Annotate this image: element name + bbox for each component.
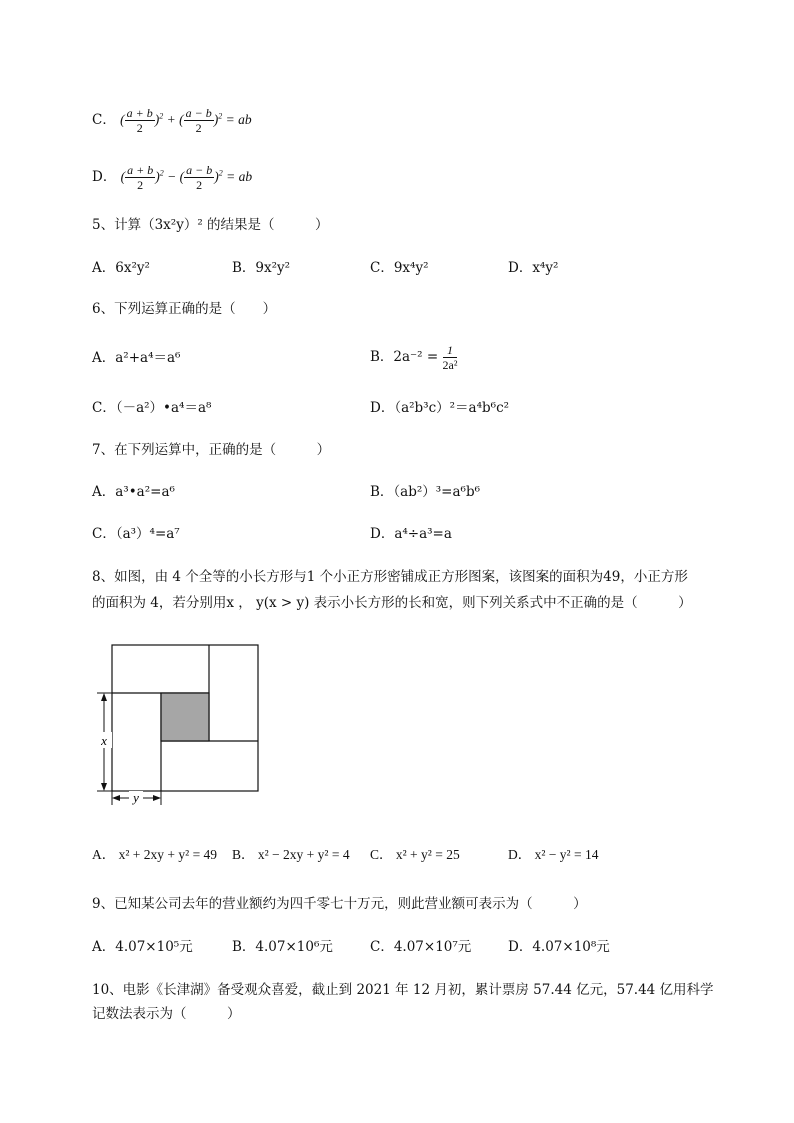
q7-option-d: D．a⁴÷a³=a bbox=[370, 526, 452, 542]
q7-option-c: C．（a³）⁴=a⁷ bbox=[92, 526, 180, 542]
question-5-stem: 5、计算（3x²y）² 的结果是（ ） bbox=[92, 217, 329, 233]
fraction-numerator: 1 bbox=[443, 343, 458, 358]
q7-option-b: B．（ab²）³=a⁶b⁶ bbox=[370, 484, 481, 500]
fraction-denominator: 2a² bbox=[442, 358, 458, 372]
q7-option-a: A．a³•a²=a⁶ bbox=[92, 484, 175, 500]
question-8-line-2: 的面积为 4，若分别用x ， y(x > y) 表示小长方形的长和宽，则下列关系式中不正确的是（ ） bbox=[92, 595, 692, 611]
question-6-stem: 6、下列运算正确的是（ ） bbox=[92, 301, 277, 317]
q6-option-c: C．（－a²）•a⁴＝a⁸ bbox=[92, 400, 212, 416]
q8-option-a: A． x² + 2xy + y² = 49 bbox=[92, 847, 218, 862]
small-shaded-square bbox=[161, 693, 209, 741]
q8-option-b: B． x² − 2xy + y² = 4 bbox=[232, 847, 350, 862]
arrow-head bbox=[101, 783, 107, 791]
option-label: D． bbox=[92, 169, 117, 185]
q8-option-c: C． x² + y² = 25 bbox=[370, 847, 460, 862]
y-label: y bbox=[133, 790, 139, 805]
question-8-line-1: 8、如图，由 4 个全等的小长方形与1 个小正方形密铺成正方形图案，该图案的面积为49，小正方形 bbox=[92, 569, 688, 585]
question-7-stem: 7、在下列运算中，正确的是（ ） bbox=[92, 442, 331, 458]
equation-rest: = ab bbox=[226, 169, 253, 184]
q9-option-c: C．4.07×10⁷元 bbox=[370, 939, 472, 955]
question-10-line-2: 记数法表示为（ ） bbox=[92, 1006, 241, 1022]
question-9-stem: 9、已知某公司去年的营业额约为四千零七十万元，则此营业额可表示为（ ） bbox=[92, 896, 587, 912]
q5-option-c: C．9x⁴y² bbox=[370, 260, 429, 276]
q5-option-b: B．9x²y² bbox=[232, 260, 291, 276]
arrow-head bbox=[101, 693, 107, 701]
q9-option-a: A．4.07×10⁵元 bbox=[92, 939, 193, 955]
q5-option-a: A．6x²y² bbox=[92, 260, 150, 276]
option-b-label: B．2a⁻² = bbox=[370, 349, 439, 365]
question-10-line-1: 10、电影《长津湖》备受观众喜爱，截止到 2021 年 12 月初，累计票房 57.44 亿元，57.44 亿用科学 bbox=[92, 982, 714, 998]
option-label: C． bbox=[92, 112, 116, 128]
arrow-head bbox=[112, 795, 120, 801]
q6-option-d: D．（a²b³c）²＝a⁴b⁶c² bbox=[370, 400, 510, 416]
equation-rest: = ab bbox=[225, 112, 252, 127]
q9-option-b: B．4.07×10⁶元 bbox=[232, 939, 333, 955]
q6-option-a: A．a²+a⁴＝a⁶ bbox=[92, 350, 181, 366]
option-c-q4: C． ( $\frac{a + b}{2}$ )$^2$ + ( $\frac{a - b}{2}$ )$^2$ = ab bbox=[92, 106, 252, 135]
option-d-q4: D． ( $\frac{a + b}{2}$ )$^2$ − ( $\frac{a - b}{2}$ )$^2$ = ab bbox=[92, 163, 253, 192]
q8-option-d: D． x² − y² = 14 bbox=[508, 847, 599, 862]
arrow-head bbox=[153, 795, 161, 801]
q5-option-d: D．x⁴y² bbox=[508, 260, 559, 276]
q6-option-b bbox=[370, 343, 457, 372]
square-pattern-figure bbox=[92, 640, 267, 810]
q9-option-d: D．4.07×10⁸元 bbox=[508, 939, 610, 955]
x-label: x bbox=[101, 733, 107, 748]
